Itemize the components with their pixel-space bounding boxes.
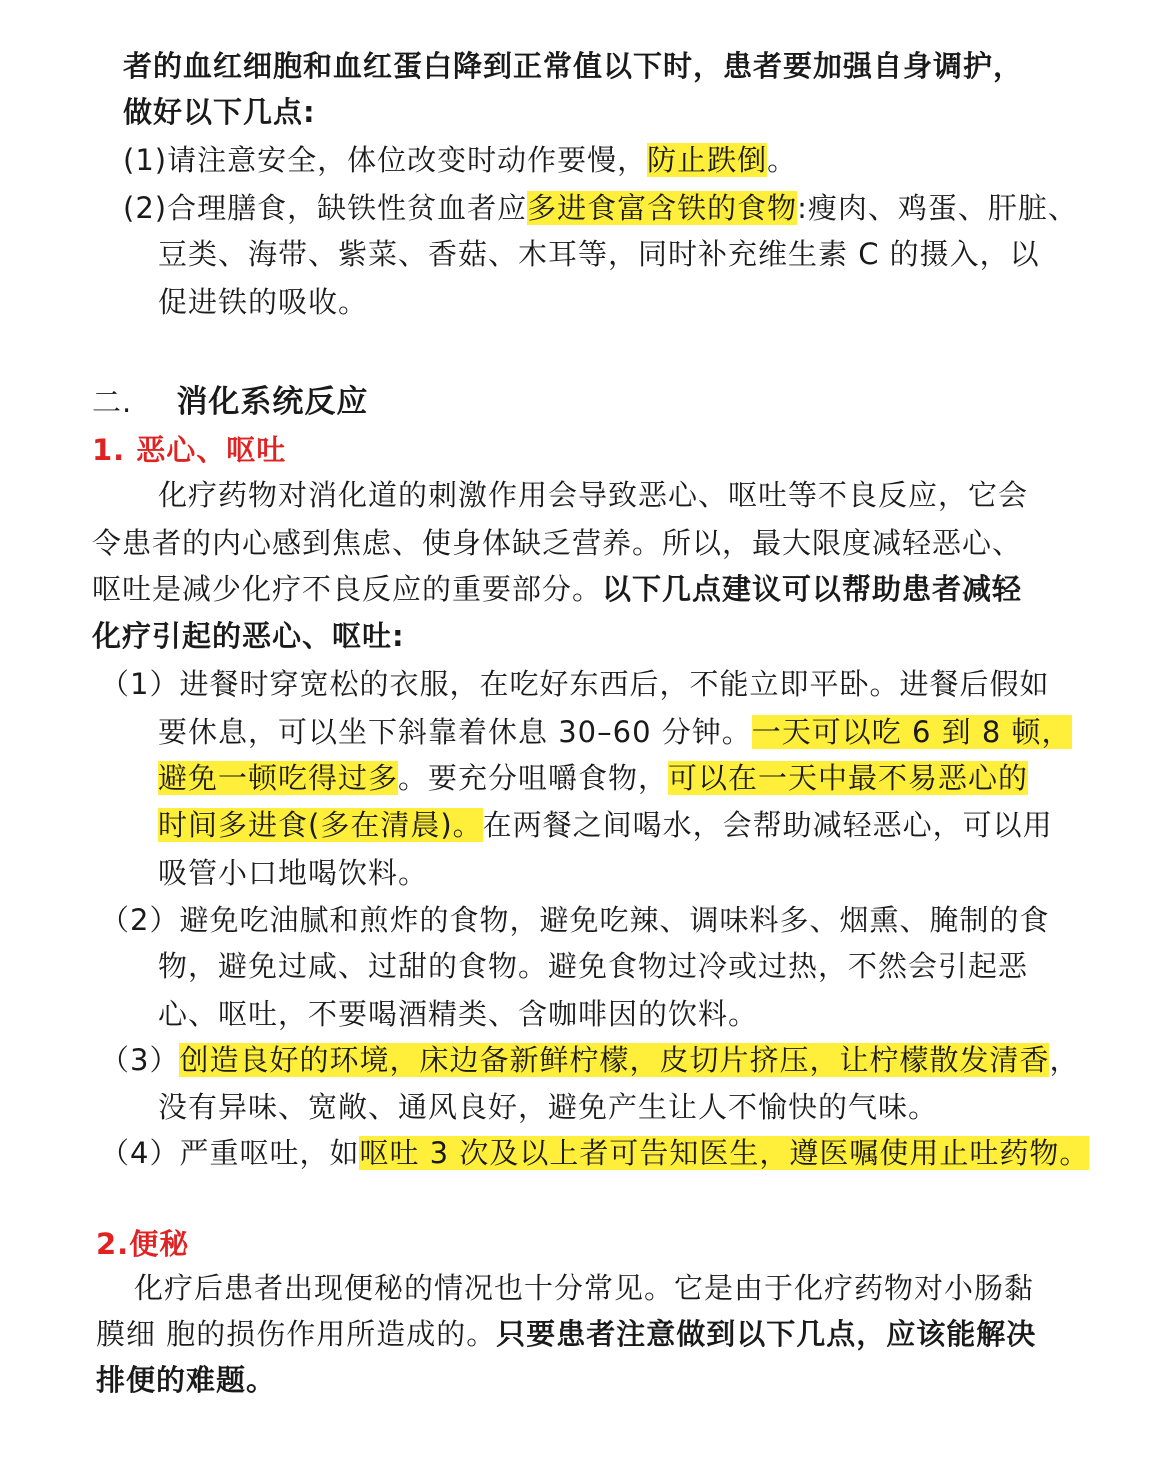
nausea-item-3-line-2: 没有异味、宽敞、通风良好，避免产生让人不愉快的气味。 xyxy=(158,1090,939,1124)
anemia-item-2-line-3: 促进铁的吸收。 xyxy=(158,285,369,319)
constipation-line-2-bold: 只要患者注意做到以下几点，应该能解决 xyxy=(496,1317,1037,1351)
anemia-item-2-text: (2)合理膳食，缺铁性贫血者应 xyxy=(123,191,528,225)
anemia-item-2-line-2: 豆类、海带、紫菜、香菇、木耳等，同时补充维生素 C 的摄入，以 xyxy=(158,237,1040,271)
nausea-para-line-3 xyxy=(92,567,1022,611)
nausea-para-line-3-bold: 以下几点建议可以帮助患者减轻 xyxy=(602,572,1023,606)
intro-line-2: 做好以下几点: xyxy=(123,95,316,129)
nausea-item-1-line-3 xyxy=(158,756,1028,800)
highlight-environment: 创造良好的环境，床边备新鲜柠檬，皮切片挤压，让柠檬散发清香 xyxy=(179,1043,1050,1077)
nausea-para-line-1: 化疗药物对消化道的刺激作用会导致恶心、呕吐等不良反应，它会 xyxy=(158,478,1029,512)
intro-line-1: 者的血红细胞和血红蛋白降到正常值以下时，患者要加强自身调护， xyxy=(123,49,1024,83)
section-number: 二. xyxy=(92,385,133,419)
nausea-item-3-prefix: （3） xyxy=(100,1043,180,1077)
highlight-fall-prevention: 防止跌倒 xyxy=(647,143,768,177)
nausea-item-1-line-1: （1）进餐时穿宽松的衣服，在吃好东西后，不能立即平卧。进餐后假如 xyxy=(100,667,1050,701)
highlight-best-time: 可以在一天中最不易恶心的 xyxy=(668,761,1029,795)
highlight-iron-foods: 多进食富含铁的食物 xyxy=(527,191,798,225)
anemia-item-1-end: 。 xyxy=(767,143,798,177)
nausea-item-2-line-3: 心、呕吐，不要喝酒精类、含咖啡因的饮料。 xyxy=(158,997,759,1031)
nausea-item-1-line-2-text: 要休息，可以坐下斜靠着休息 30–60 分钟。 xyxy=(158,715,752,749)
highlight-morning: 时间多进食(多在清晨)。 xyxy=(158,808,483,842)
anemia-item-1 xyxy=(123,138,797,182)
highlight-antiemetic: 呕吐 3 次及以上者可告知医生，遵医嘱使用止吐药物。 xyxy=(359,1136,1090,1170)
nausea-para-line-4: 化疗引起的恶心、呕吐: xyxy=(92,619,405,653)
nausea-heading: 1. 恶心、呕吐 xyxy=(92,433,287,467)
anemia-item-2-tail: :瘦肉、鸡蛋、肝脏、 xyxy=(797,191,1078,225)
section-title: 消化系统反应 xyxy=(176,384,369,420)
nausea-item-4-line-1 xyxy=(100,1131,1089,1175)
nausea-item-1-line-5: 吸管小口地喝饮料。 xyxy=(158,856,429,890)
nausea-para-line-3-text: 呕吐是减少化疗不良反应的重要部分。 xyxy=(92,572,603,606)
nausea-para-line-2: 令患者的内心感到焦虑、使身体缺乏营养。所以，最大限度减轻恶心、 xyxy=(92,526,1023,560)
nausea-item-1-line-3-text: 。要充分咀嚼食物， xyxy=(398,761,669,795)
constipation-line-1: 化疗后患者出现便秘的情况也十分常见。它是由于化疗药物对小肠黏 xyxy=(134,1271,1035,1305)
highlight-meals-per-day: 一天可以吃 6 到 8 顿， xyxy=(751,715,1072,749)
anemia-item-2 xyxy=(123,186,1078,230)
section-heading xyxy=(92,380,368,424)
nausea-item-2-line-2: 物，避免过咸、过甜的食物。避免食物过冷或过热，不然会引起恶 xyxy=(158,949,1029,983)
constipation-line-3: 排便的难题。 xyxy=(96,1363,277,1397)
constipation-line-2 xyxy=(96,1312,1036,1356)
nausea-item-1-line-4 xyxy=(158,803,1053,847)
constipation-line-2-text: 膜细 胞的损伤作用所造成的。 xyxy=(96,1317,497,1351)
nausea-item-1-line-4-text: 在两餐之间喝水，会帮助减轻恶心，可以用 xyxy=(482,808,1053,842)
nausea-item-2-line-1: （2）避免吃油腻和煎炸的食物，避免吃辣、调味料多、烟熏、腌制的食 xyxy=(100,903,1050,937)
nausea-item-4-text: （4）严重呕吐，如 xyxy=(100,1136,360,1170)
highlight-avoid-overeating: 避免一顿吃得过多 xyxy=(158,761,399,795)
nausea-item-1-line-2 xyxy=(158,710,1072,754)
nausea-item-3-line-1 xyxy=(100,1038,1079,1082)
constipation-heading: 2.便秘 xyxy=(96,1227,190,1261)
nausea-item-3-tail: ， xyxy=(1049,1043,1080,1077)
anemia-item-1-text: (1)请注意安全，体位改变时动作要慢， xyxy=(123,143,648,177)
